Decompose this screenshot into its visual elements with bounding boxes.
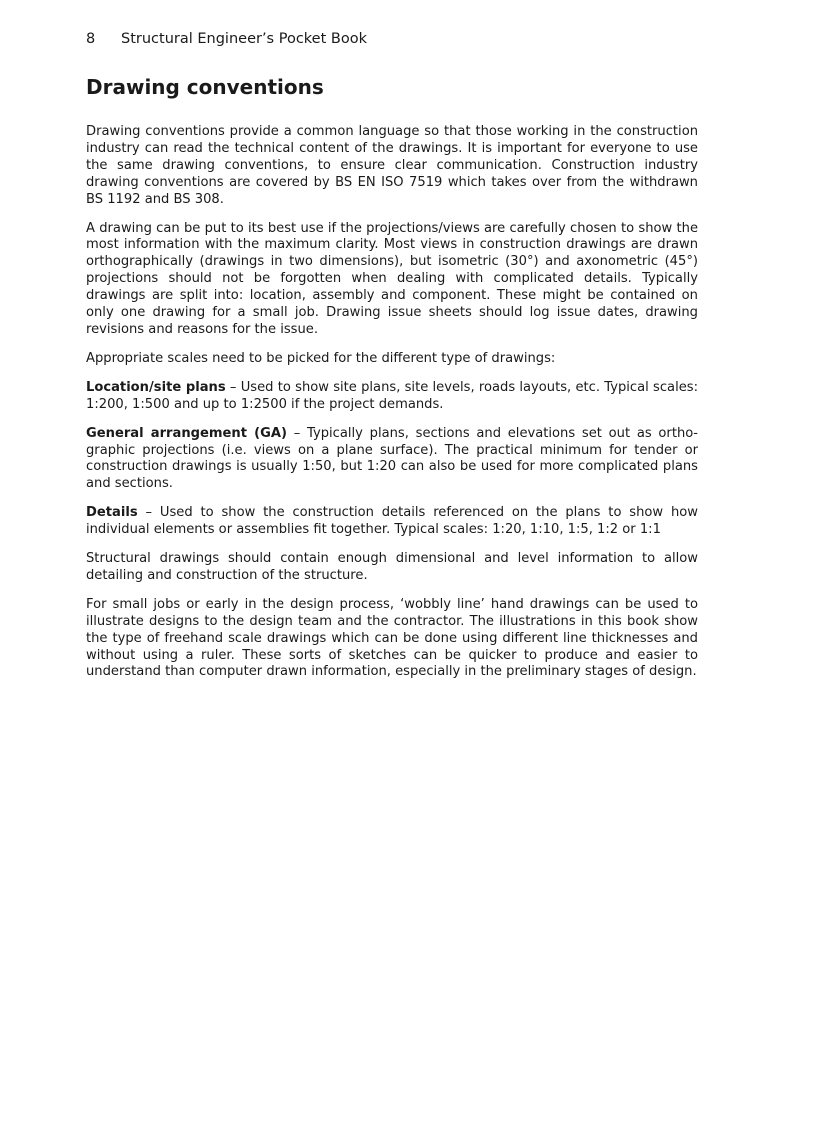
paragraph-general-arrangement-text: – Typically plans, sections and elevations set out as orthographic projections (i.e. views on a plane surface). The practical minimum for tender or construction drawings is usually 1:50, but 1:20 can also be used for more complicated plans and sections. [86,425,698,492]
paragraph-intro-text: Drawing conventions provide a common language so that those working in the construction industry can read the technical content of the drawings. It is important for everyone to use the same drawing conventions, to ensure clear communication. Construction industry drawing conventions are covered by BS EN ISO 7519 which takes over from the withdrawn BS 1192 and BS 308. [86,124,698,207]
paragraph-scales-intro [86,351,698,368]
paragraph-details-text: – Used to show the construction details referenced on the plans to show how individual elements or assemblies fit together. Typical scales: 1:20, 1:10, 1:5, 1:2 or 1:1 [86,505,698,538]
body-text [86,124,698,693]
paragraph-intro [86,124,698,209]
term-details: Details [86,505,138,521]
book-title: Structural Engineer’s Pocket Book [121,31,367,47]
paragraph-structural-drawings-text: Structural drawings should contain enough dimensional and level information to allow detailing and construction of the structure. [86,551,698,583]
paragraph-hand-drawings [86,597,698,682]
paragraph-structural-drawings [86,551,698,585]
paragraph-projections-text: A drawing can be put to its best use if the projections/views are carefully chosen to show the most information with the maximum clarity. Most views in construction drawings are drawn orthographically (drawings in two dimensions), but isometric (30°) and axonometric (45°) projections should not be forgotten when dealing with complicated details. Typically drawings are split into: location, assembly and component. These might be contained on only one drawing for a small job. Drawing issue sheets should log issue dates, drawing revisions and reasons for the issue. [86,220,698,337]
paragraph-general-arrangement [86,426,698,494]
paragraph-projections [86,221,698,339]
paragraph-location-plans [86,380,698,414]
paragraph-location-plans-text: – Used to show site plans, site levels, roads layouts, etc. Typical scales: 1:200, 1:500 and up to 1:2500 if the project demands. [86,379,699,412]
paragraph-details [86,505,698,539]
running-head [86,29,698,49]
term-general-arrangement: General arrangement (GA) [86,425,287,441]
paragraph-hand-drawings-text: For small jobs or early in the design process, ‘wobbly line’ hand drawings can be used to illustrate designs to the design team and the contractor. The illustrations in this book show the type of freehand scale drawings which can be done using different line thicknesses and without using a ruler. These sorts of sketches can be quicker to produce and easier to understand than computer drawn information, especially in the preliminary stages of design. [86,596,698,680]
section-title: Drawing conventions [86,75,324,99]
term-location-plans: Location/site plans [86,379,226,395]
paragraph-scales-intro-text: Appropriate scales need to be picked for the different type of drawings: [86,350,556,366]
page-number: 8 [86,31,96,47]
